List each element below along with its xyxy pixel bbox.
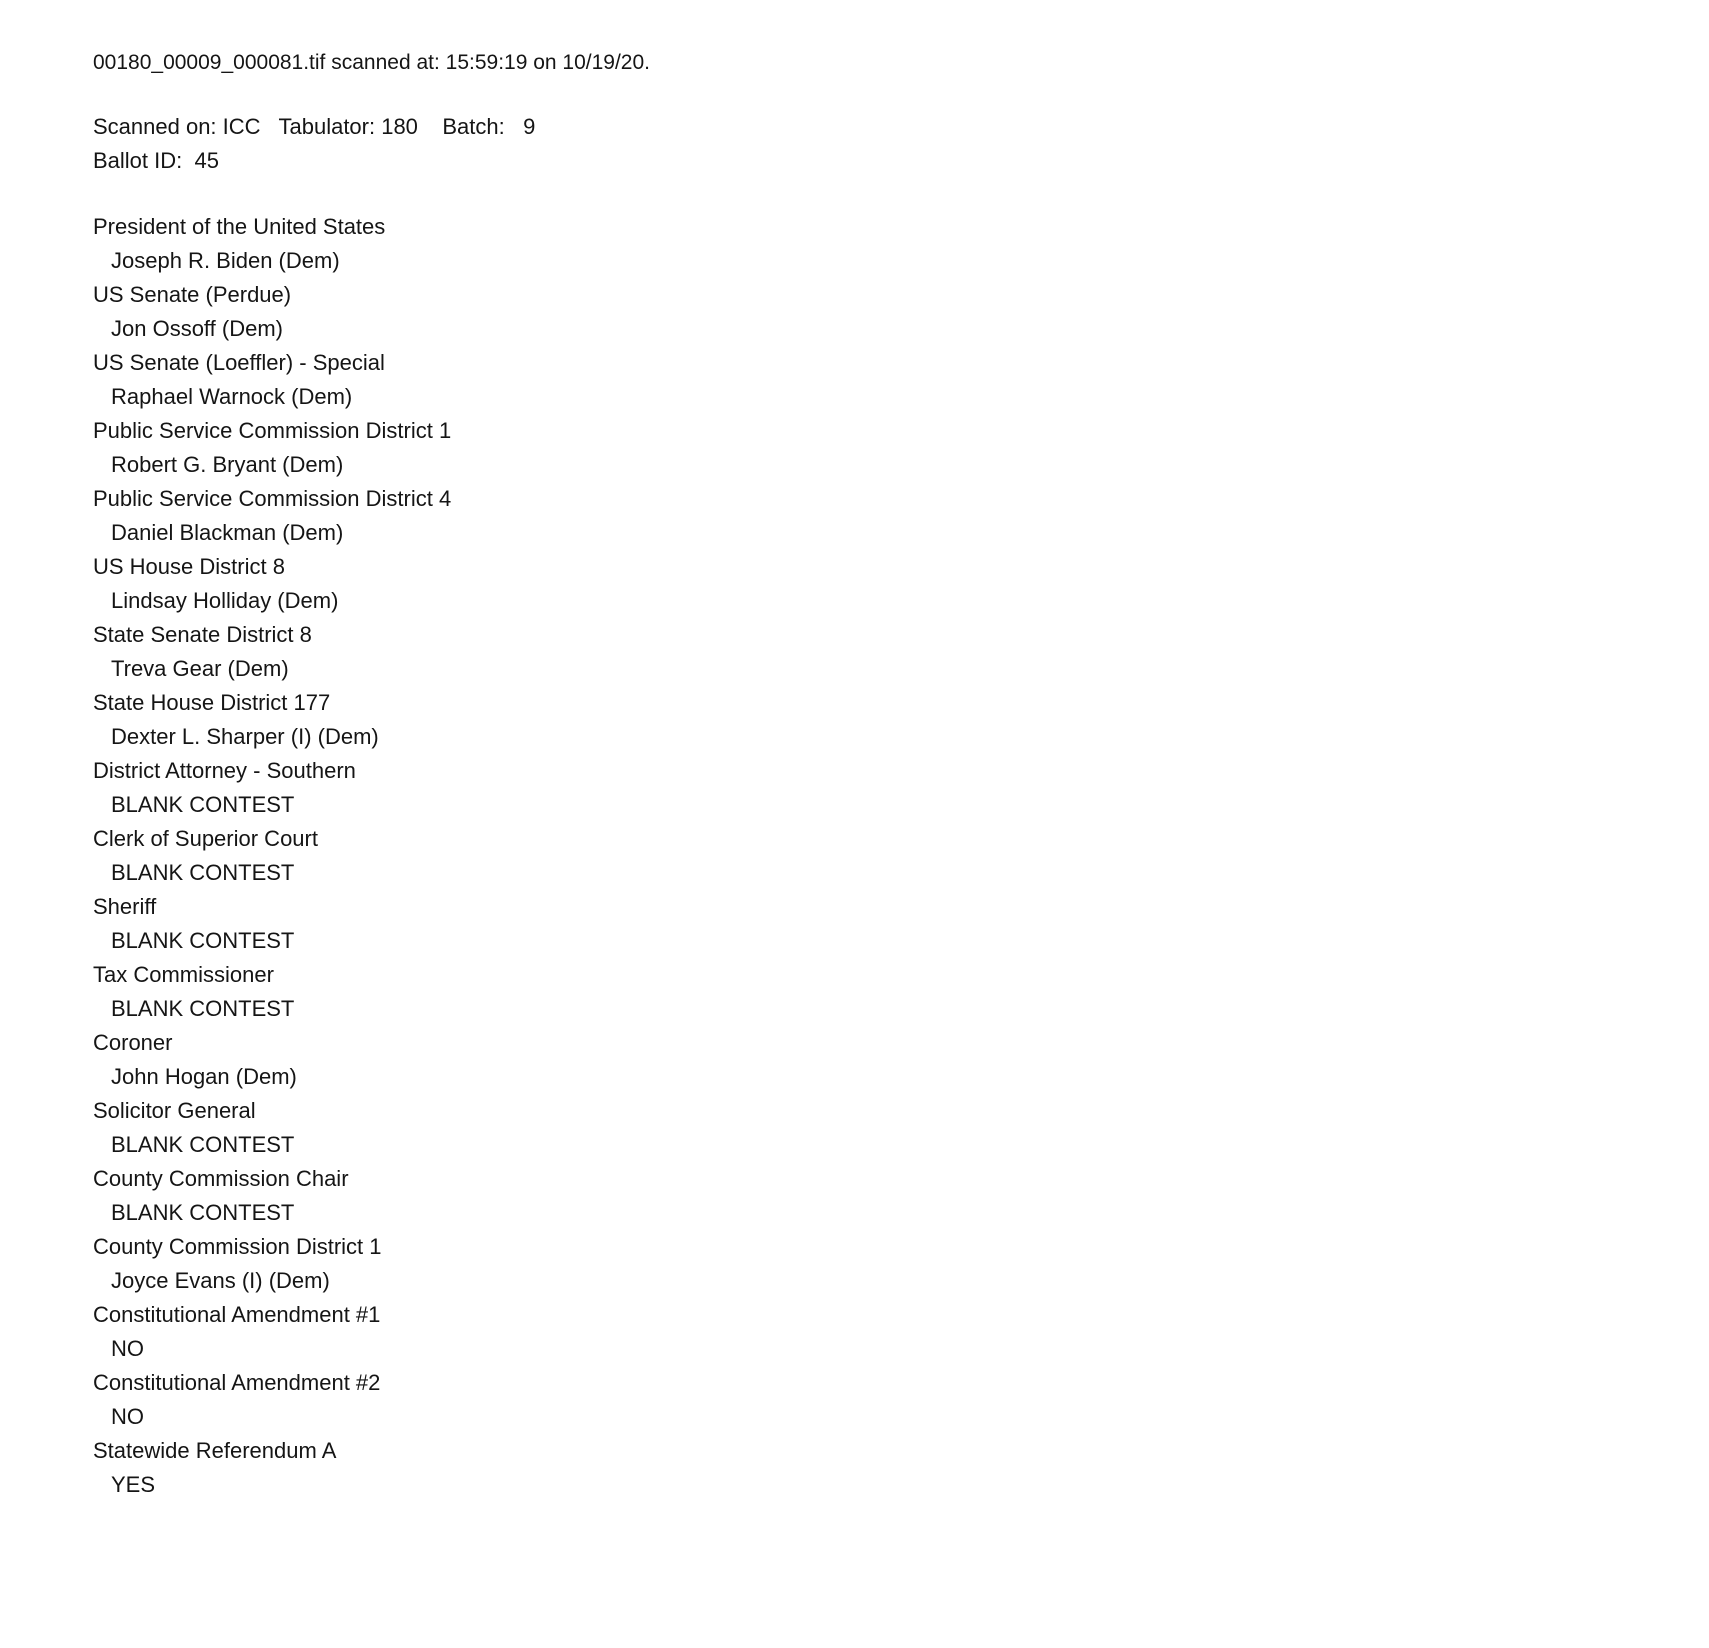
- contest-selection: Lindsay Holliday (Dem): [111, 588, 339, 613]
- contest-row: [93, 754, 1649, 822]
- contest-selection: BLANK CONTEST: [111, 1200, 295, 1225]
- contest-row: [93, 618, 1649, 686]
- contest-selection: BLANK CONTEST: [111, 1132, 295, 1157]
- contest-row: [93, 482, 1649, 550]
- contest-title: State House District 177: [93, 690, 331, 715]
- contest-title: US House District 8: [93, 554, 285, 579]
- contest-title: Sheriff: [93, 894, 157, 919]
- contest-row: [93, 210, 1649, 278]
- contest-title: Statewide Referendum A: [93, 1438, 337, 1463]
- contest-selection: Treva Gear (Dem): [111, 656, 289, 681]
- contest-title: County Commission District 1: [93, 1234, 382, 1259]
- contest-row: [93, 278, 1649, 346]
- contest-selection: NO: [111, 1404, 144, 1429]
- contest-row: [93, 890, 1649, 958]
- contest-title: Constitutional Amendment #2: [93, 1370, 381, 1395]
- contest-selection: Jon Ossoff (Dem): [111, 316, 283, 341]
- contest-selection: Joseph R. Biden (Dem): [111, 248, 340, 273]
- contest-row: [93, 1298, 1649, 1366]
- contest-selection: Dexter L. Sharper (I) (Dem): [111, 724, 379, 749]
- contest-selection: BLANK CONTEST: [111, 928, 295, 953]
- contest-row: [93, 822, 1649, 890]
- contest-title: Public Service Commission District 4: [93, 486, 452, 511]
- contest-list: [93, 210, 1649, 1502]
- contest-selection: Robert G. Bryant (Dem): [111, 452, 344, 477]
- contest-row: [93, 550, 1649, 618]
- contest-row: [93, 346, 1649, 414]
- contest-title: US Senate (Loeffler) - Special: [93, 350, 385, 375]
- contest-title: Coroner: [93, 1030, 173, 1055]
- contest-title: Public Service Commission District 1: [93, 418, 452, 443]
- scan-file-info-line: 00180_00009_000081.tif scanned at: 15:59:19 on 10/19/20.: [93, 51, 650, 74]
- contest-row: [93, 686, 1649, 754]
- contest-title: US Senate (Perdue): [93, 282, 292, 307]
- contest-row: [93, 1366, 1649, 1434]
- contest-row: [93, 958, 1649, 1026]
- contest-selection: Daniel Blackman (Dem): [111, 520, 344, 545]
- contest-title: District Attorney - Southern: [93, 758, 356, 783]
- contest-title: President of the United States: [93, 214, 386, 239]
- contest-row: [93, 1026, 1649, 1094]
- contest-title: State Senate District 8: [93, 622, 312, 647]
- contest-row: [93, 1162, 1649, 1230]
- contest-selection: YES: [111, 1472, 156, 1497]
- contest-selection: BLANK CONTEST: [111, 792, 295, 817]
- contest-title: County Commission Chair: [93, 1166, 349, 1191]
- contest-row: [93, 414, 1649, 482]
- contest-title: Clerk of Superior Court: [93, 826, 318, 851]
- contest-row: [93, 1434, 1649, 1502]
- contest-row: [93, 1230, 1649, 1298]
- contest-selection: NO: [111, 1336, 144, 1361]
- scan-meta-block: [93, 110, 1649, 178]
- contest-title: Constitutional Amendment #1: [93, 1302, 381, 1327]
- contest-selection: Raphael Warnock (Dem): [111, 384, 353, 409]
- contest-selection: Joyce Evans (I) (Dem): [111, 1268, 330, 1293]
- contest-selection: BLANK CONTEST: [111, 996, 295, 1021]
- scanned-on-line: Scanned on: ICC Tabulator: 180 Batch: 9: [93, 114, 536, 139]
- contest-selection: BLANK CONTEST: [111, 860, 295, 885]
- contest-selection: John Hogan (Dem): [111, 1064, 297, 1089]
- contest-row: [93, 1094, 1649, 1162]
- contest-title: Solicitor General: [93, 1098, 256, 1123]
- ballot-id-line: Ballot ID: 45: [93, 148, 219, 173]
- contest-title: Tax Commissioner: [93, 962, 274, 987]
